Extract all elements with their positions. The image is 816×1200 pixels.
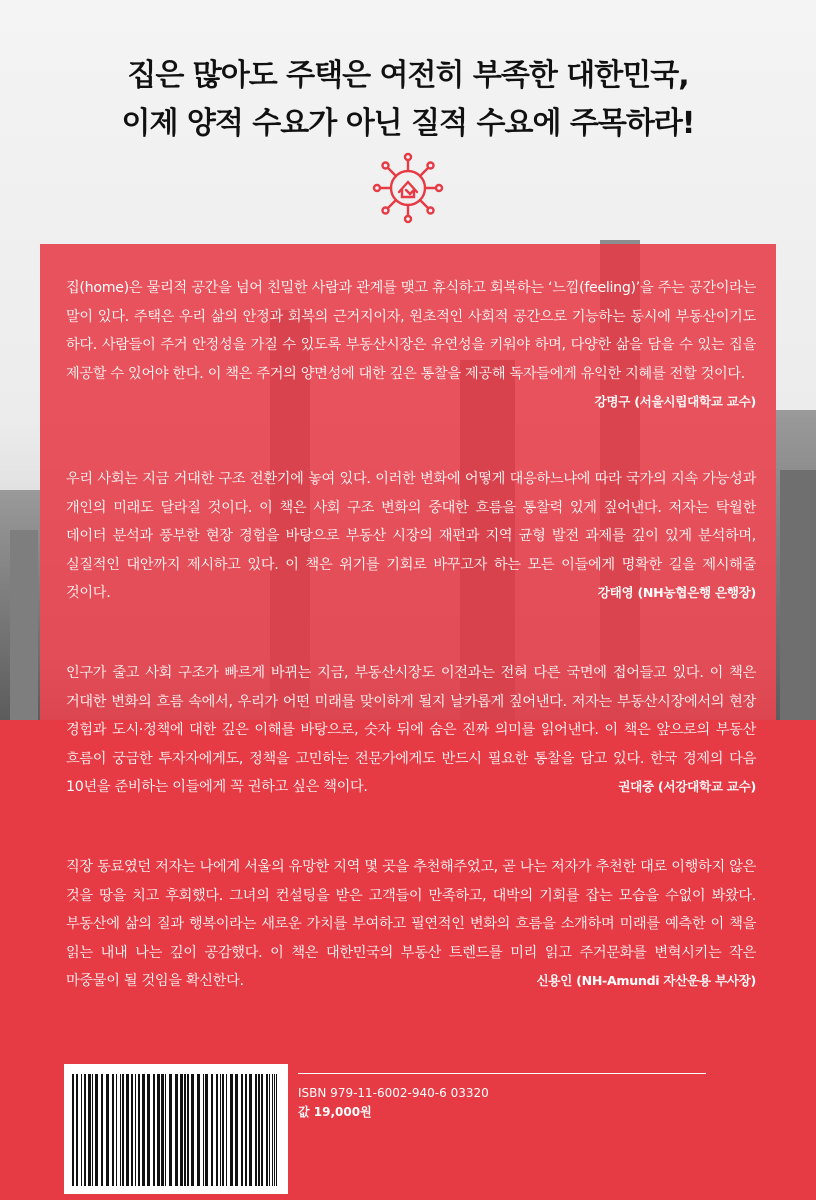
barcode-bar — [255, 1074, 257, 1186]
barcode-bar — [138, 1074, 140, 1186]
endorsement-author: 신용인 (NH-Amundi 자산운용 부사장) — [536, 973, 756, 989]
barcode-bar — [88, 1074, 91, 1186]
barcode-bar — [269, 1074, 270, 1186]
barcode-bar — [276, 1074, 277, 1186]
house-network-icon — [370, 150, 446, 226]
barcode-bar — [92, 1074, 93, 1186]
barcode-bar — [76, 1074, 78, 1186]
barcode-bar — [153, 1074, 155, 1186]
barcode-image — [64, 1064, 288, 1194]
barcode-bar — [95, 1074, 98, 1186]
endorsement-author: 강명구 (서울시립대학교 교수) — [594, 394, 756, 410]
endorsement-author: 권대중 (서강대학교 교수) — [618, 779, 756, 795]
barcode-bar — [249, 1074, 252, 1186]
barcode-bar — [222, 1074, 224, 1186]
headline — [0, 52, 816, 148]
barcode-bar — [258, 1074, 260, 1186]
endorsement-text: 우리 사회는 지금 거대한 구조 전환기에 놓여 있다. 이러한 변화에 어떻게 대응하느냐에 따라 국가의 지속 가능성과 개인의 미래도 달라질 것이다. 이 책은 사회 구조 변화의 중대한 흐름을 통찰력 있게 짚어낸다. 저자는 탁월한 데이터 분석과 풍부한 현장 경험을 바탕으로 부동산 시장의 재편과 지역 균형 발전 과제를 깊이 있게 분석하며, 실질적인 대안까지 제시하고 있다. 이 책은 위기를 기회로 바꾸고자 하는 모든 이들에게 명확한 길을 제시해줄 것이다. — [66, 471, 756, 602]
barcode-bar — [106, 1074, 109, 1186]
barcode-bar — [261, 1074, 263, 1186]
barcode-bar — [205, 1074, 208, 1186]
barcode-bar — [211, 1074, 213, 1186]
endorsement-2 — [66, 465, 756, 608]
barcode-bar — [216, 1074, 218, 1186]
barcode-bar — [147, 1074, 150, 1186]
barcode-bar — [72, 1074, 74, 1186]
barcode-bar — [135, 1074, 136, 1186]
barcode-bar — [169, 1074, 172, 1186]
barcode-bar — [272, 1074, 273, 1186]
barcode-bar — [126, 1074, 129, 1186]
endorsement-1 — [66, 274, 756, 417]
barcode-bar — [274, 1074, 275, 1186]
barcode-bar — [220, 1074, 221, 1186]
barcode-bar — [142, 1074, 145, 1186]
barcode-bar — [131, 1074, 133, 1186]
barcode-bar — [84, 1074, 86, 1186]
barcode — [64, 1064, 288, 1194]
barcode-bar — [157, 1074, 160, 1186]
barcode-bar — [230, 1074, 233, 1186]
endorsement-text: 직장 동료였던 저자는 나에게 서울의 유망한 지역 몇 곳을 추천해주었고, 곧 나는 저자가 추천한 대로 이행하지 않은 것을 땅을 치고 후회했다. 그녀의 컨설팅을 받은 고객들이 만족하고, 대박의 기회를 잡는 모습을 수없이 봐왔다. 부동산에 삶의 질과 행복이라는 새로운 가치를 부여하고 필연적인 변화의 흐름을 소개하며 미래를 예측한 이 책을 읽는 내내 나는 깊이 공감했다. 이 책은 대한민국의 부동산 트렌드를 미리 읽고 주거문화를 변혁시키는 작은 마중물이 될 것임을 확신한다. — [66, 859, 756, 990]
barcode-bar — [266, 1074, 268, 1186]
barcode-bar — [116, 1074, 117, 1186]
divider — [298, 1073, 706, 1074]
barcode-bar — [191, 1074, 194, 1186]
endorsement-text: 인구가 줄고 사회 구조가 빠르게 바뀌는 지금, 부동산시장도 이전과는 전혀 다른 국면에 접어들고 있다. 이 책은 거대한 변화의 흐름 속에서, 우리가 어떤 미래를 맞이하게 될지 날카롭게 짚어낸다. 저자는 부동산시장에서의 현장 경험과 도시·정책에 대한 깊은 이해를 바탕으로, 숫자 뒤에 숨은 진짜 의미를 읽어낸다. 이 책은 앞으로의 부동산 흐름이 궁금한 투자자에게도, 정책을 고민하는 전문가에게도 반드시 필요한 통찰을 담고 있다. 한국 경제의 다음 10년을 준비하는 이들에게 꼭 권하고 싶은 책이다. — [66, 665, 756, 796]
isbn-text: ISBN 979-11-6002-940-6 03320 — [298, 1086, 489, 1100]
barcode-bar — [226, 1074, 227, 1186]
barcode-bar — [245, 1074, 247, 1186]
endorsement-author: 강태영 (NH농협은행 은행장) — [597, 585, 756, 601]
endorsement-4 — [66, 853, 756, 996]
barcode-bar — [203, 1074, 204, 1186]
barcode-bar — [197, 1074, 200, 1186]
barcode-bar — [241, 1074, 243, 1186]
barcode-bar — [175, 1074, 178, 1186]
barcode-bar — [184, 1074, 186, 1186]
barcode-bar — [81, 1074, 82, 1186]
barcode-bar — [187, 1074, 189, 1186]
headline-line-2: 이제 양적 수요가 아닌 질적 수요에 주목하라! — [121, 106, 695, 141]
barcode-bar — [101, 1074, 103, 1186]
headline-line-1: 집은 많아도 주택은 여전히 부족한 대한민국, — [127, 58, 689, 93]
barcode-bar — [112, 1074, 114, 1186]
barcode-bar — [235, 1074, 238, 1186]
barcode-bar — [120, 1074, 121, 1186]
barcode-bar — [180, 1074, 183, 1186]
barcode-bar — [122, 1074, 124, 1186]
endorsement-text: 집(home)은 물리적 공간을 넘어 친밀한 사람과 관계를 맺고 휴식하고 회복하는 ‘느낌(feeling)’을 주는 공간이라는 말이 있다. 주택은 우리 삶의 안정과 회복의 근거지이자, 원초적인 사회적 공간으로 기능하는 동시에 부동산이기도 하다. 사람들이 주거 안정성을 가질 수 있도록 부동산시장은 유연성을 키워야 하며, 다양한 삶을 담을 수 있는 집을 제공할 수 있어야 한다. 이 책은 주거의 양면성에 대한 깊은 통찰을 제공해 독자들에게 유익한 지혜를 전할 것이다. — [66, 280, 756, 382]
barcode-bar — [161, 1074, 164, 1186]
barcode-bar — [165, 1074, 166, 1186]
price-text: 값 19,000원 — [298, 1105, 372, 1119]
endorsement-3 — [66, 659, 756, 802]
